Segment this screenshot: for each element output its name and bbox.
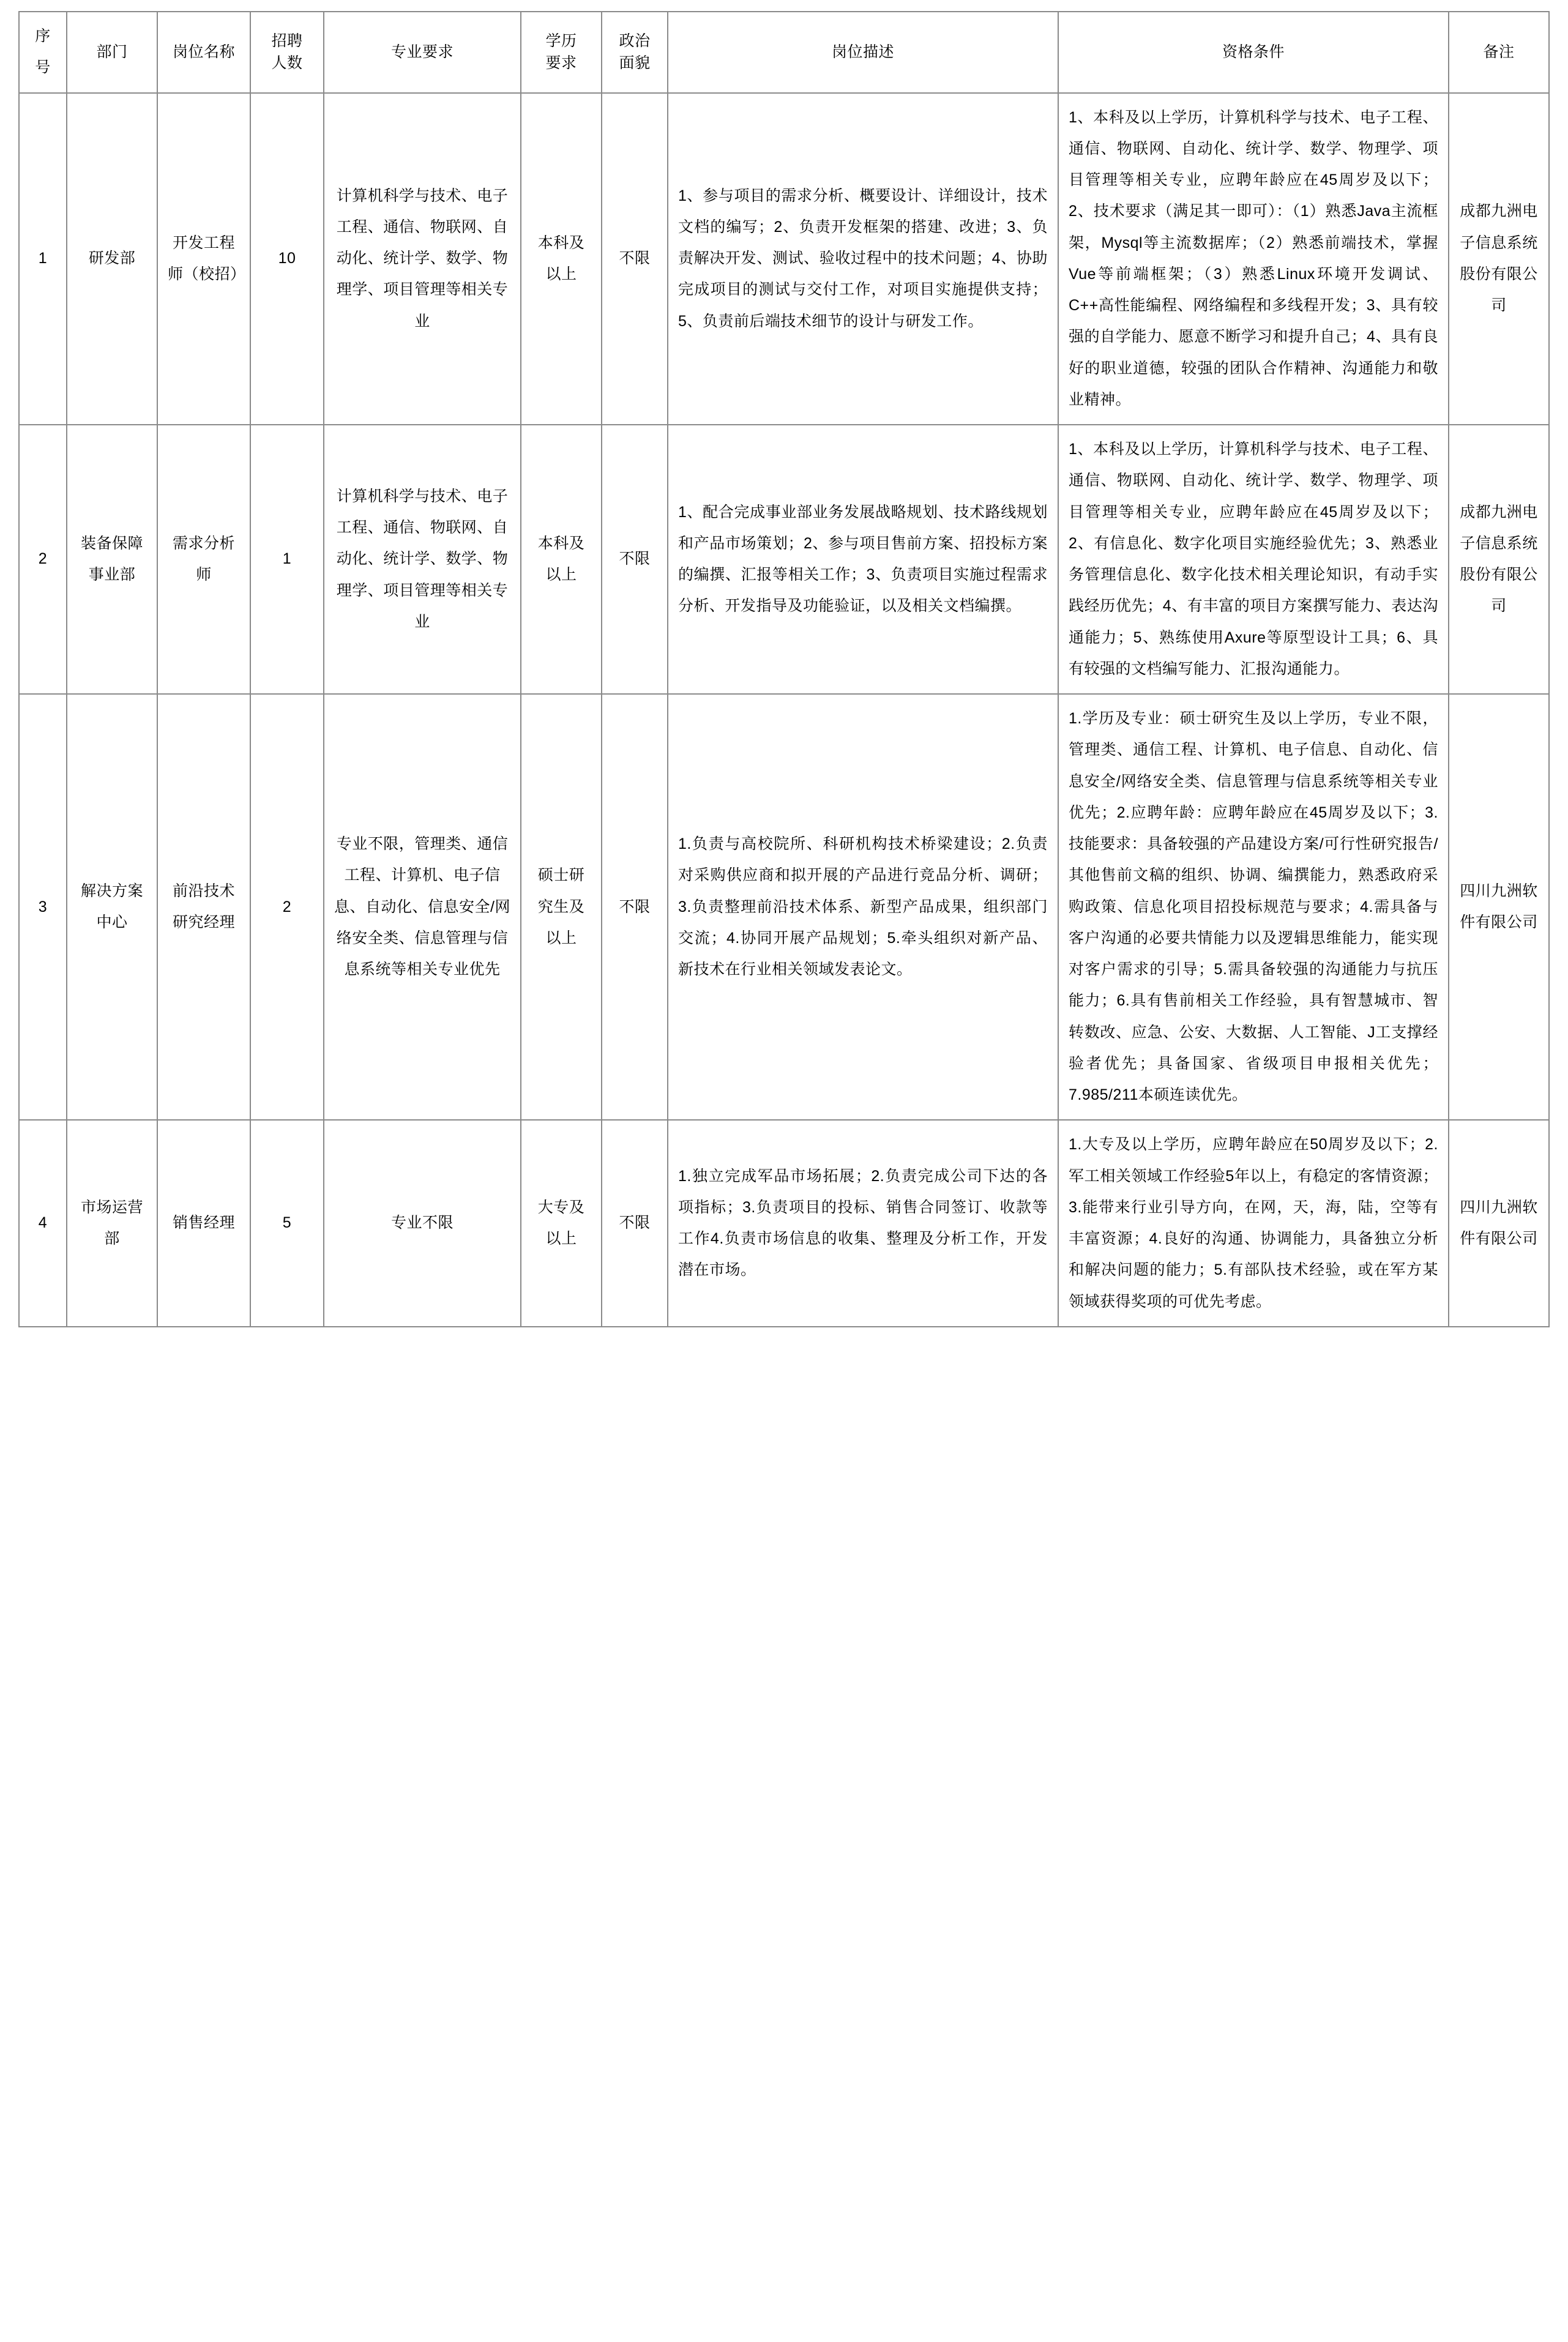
cell-position: 前沿技术研究经理 [157, 694, 250, 1120]
cell-description: 1.独立完成军品市场拓展；2.负责完成公司下达的各项指标；3.负责项目的投标、销售合同签订、收款等工作4.负责市场信息的收集、整理及分析工作，开发潜在市场。 [668, 1120, 1058, 1327]
cell-position: 开发工程师（校招） [157, 93, 250, 425]
column-header-position: 岗位名称 [157, 12, 250, 93]
table-row [19, 694, 1549, 1120]
column-header-index: 序号 [19, 12, 67, 93]
politics-line-1: 政治 [619, 32, 651, 50]
headcount-line-2: 人数 [271, 54, 303, 72]
table-row [19, 93, 1549, 425]
education-line-1: 学历 [545, 32, 577, 50]
column-header-description: 岗位描述 [668, 12, 1058, 93]
cell-politics: 不限 [602, 1120, 668, 1327]
column-header-major: 专业要求 [324, 12, 521, 93]
cell-remark: 成都九洲电子信息系统股份有限公司 [1449, 93, 1549, 425]
cell-politics: 不限 [602, 425, 668, 694]
cell-politics: 不限 [602, 694, 668, 1120]
cell-major: 计算机科学与技术、电子工程、通信、物联网、自动化、统计学、数学、物理学、项目管理等相关专业 [324, 93, 521, 425]
cell-department: 装备保障事业部 [67, 425, 157, 694]
cell-position: 销售经理 [157, 1120, 250, 1327]
cell-headcount: 2 [250, 694, 324, 1120]
cell-major: 计算机科学与技术、电子工程、通信、物联网、自动化、统计学、数学、物理学、项目管理等相关专业 [324, 425, 521, 694]
cell-description: 1、配合完成事业部业务发展战略规划、技术路线规划和产品市场策划；2、参与项目售前方案、招投标方案的编撰、汇报等相关工作；3、负责项目实施过程需求分析、开发指导及功能验证，以及相关文档编撰。 [668, 425, 1058, 694]
cell-education: 本科及以上 [521, 425, 602, 694]
cell-index: 3 [19, 694, 67, 1120]
header-row [19, 12, 1549, 93]
column-header-education [521, 12, 602, 93]
education-line-2: 要求 [545, 54, 577, 72]
cell-department: 市场运营部 [67, 1120, 157, 1327]
cell-department: 研发部 [67, 93, 157, 425]
cell-education: 大专及以上 [521, 1120, 602, 1327]
cell-headcount: 1 [250, 425, 324, 694]
headcount-line-1: 招聘 [271, 32, 303, 50]
cell-requirements: 1、本科及以上学历，计算机科学与技术、电子工程、通信、物联网、自动化、统计学、数学、物理学、项目管理等相关专业，应聘年龄应在45周岁及以下；2、技术要求（满足其一即可）：（1）熟悉Java主流框架，Mysql等主流数据库；（2）熟悉前端技术，掌握Vue等前端框架；（3）熟悉Linux环境开发调试、C++高性能编程、网络编程和多线程开发；3、具有较强的自学能力、愿意不断学习和提升自己；4、具有良好的职业道德，较强的团队合作精神、沟通能力和敬业精神。 [1058, 93, 1449, 425]
politics-line-2: 面貌 [619, 54, 651, 72]
cell-requirements: 1.学历及专业：硕士研究生及以上学历，专业不限，管理类、通信工程、计算机、电子信息、自动化、信息安全/网络安全类、信息管理与信息系统等相关专业优先；2.应聘年龄：应聘年龄应在45周岁及以下；3.技能要求：具备较强的产品建设方案/可行性研究报告/其他售前文稿的组织、协调、编撰能力，熟悉政府采购政策、信息化项目招投标规范与要求；4.需具备与客户沟通的必要共情能力以及逻辑思维能力，能实现对客户需求的引导；5.需具备较强的沟通能力与抗压能力；6.具有售前相关工作经验，具有智慧城市、智转数改、应急、公安、大数据、人工智能、J工支撑经验者优先；具备国家、省级项目申报相关优先；7.985/211本硕连读优先。 [1058, 694, 1449, 1120]
table-row [19, 425, 1549, 694]
cell-remark: 成都九洲电子信息系统股份有限公司 [1449, 425, 1549, 694]
table-header [19, 12, 1549, 93]
cell-education: 硕士研究生及以上 [521, 694, 602, 1120]
cell-department: 解决方案中心 [67, 694, 157, 1120]
cell-description: 1、参与项目的需求分析、概要设计、详细设计，技术文档的编写；2、负责开发框架的搭建、改进；3、负责解决开发、测试、验收过程中的技术问题；4、协助完成项目的测试与交付工作，对项目实施提供支持；5、负责前后端技术细节的设计与研发工作。 [668, 93, 1058, 425]
cell-education: 本科及以上 [521, 93, 602, 425]
column-header-department: 部门 [67, 12, 157, 93]
cell-position: 需求分析师 [157, 425, 250, 694]
column-header-politics [602, 12, 668, 93]
column-header-remark: 备注 [1449, 12, 1549, 93]
cell-headcount: 5 [250, 1120, 324, 1327]
cell-headcount: 10 [250, 93, 324, 425]
cell-index: 1 [19, 93, 67, 425]
cell-remark: 四川九洲软件有限公司 [1449, 1120, 1549, 1327]
table-row [19, 1120, 1549, 1327]
table-body [19, 93, 1549, 1327]
cell-politics: 不限 [602, 93, 668, 425]
cell-index: 4 [19, 1120, 67, 1327]
cell-description: 1.负责与高校院所、科研机构技术桥梁建设；2.负责对采购供应商和拟开展的产品进行竞品分析、调研；3.负责整理前沿技术体系、新型产品成果，组织部门交流；4.协同开展产品规划；5.牵头组织对新产品、新技术在行业相关领域发表论文。 [668, 694, 1058, 1120]
job-listing-table [18, 11, 1550, 1327]
cell-requirements: 1.大专及以上学历，应聘年龄应在50周岁及以下；2.军工相关领域工作经验5年以上，有稳定的客情资源；3.能带来行业引导方向，在网，天，海，陆，空等有丰富资源；4.良好的沟通、协调能力，具备独立分析和解决问题的能力；5.有部队技术经验，或在军方某领域获得奖项的可优先考虑。 [1058, 1120, 1449, 1327]
cell-index: 2 [19, 425, 67, 694]
cell-remark: 四川九洲软件有限公司 [1449, 694, 1549, 1120]
cell-requirements: 1、本科及以上学历，计算机科学与技术、电子工程、通信、物联网、自动化、统计学、数学、物理学、项目管理等相关专业，应聘年龄应在45周岁及以下；2、有信息化、数字化项目实施经验优先；3、熟悉业务管理信息化、数字化技术相关理论知识，有动手实践经历优先；4、有丰富的项目方案撰写能力、表达沟通能力；5、熟练使用Axure等原型设计工具；6、具有较强的文档编写能力、汇报沟通能力。 [1058, 425, 1449, 694]
column-header-requirements: 资格条件 [1058, 12, 1449, 93]
column-header-headcount [250, 12, 324, 93]
cell-major: 专业不限 [324, 1120, 521, 1327]
cell-major: 专业不限，管理类、通信工程、计算机、电子信息、自动化、信息安全/网络安全类、信息管理与信息系统等相关专业优先 [324, 694, 521, 1120]
